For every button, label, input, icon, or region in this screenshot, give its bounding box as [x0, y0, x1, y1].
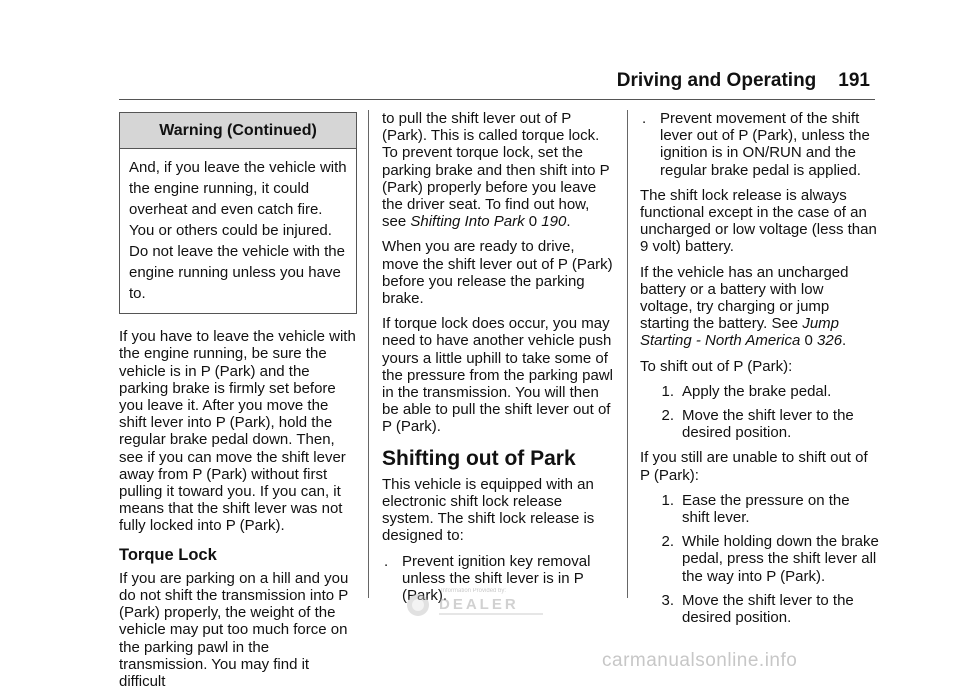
- step-item: [640, 407, 880, 441]
- paragraph-text: If the vehicle has an uncharged battery or a battery with low voltage, try charging or jump starting the battery. See: [640, 263, 849, 333]
- paragraph-text: to pull the shift lever out of P (Park). This is called torque lock. To prevent torque lock, set the parking brake and then shift into P (Park) properly before you leave the driver seat. To find out how, see: [382, 110, 610, 231]
- bullet-marker: .: [642, 110, 647, 127]
- paragraph: To shift out of P (Park):: [640, 357, 793, 375]
- step-text: While holding down the brake pedal, press the shift lever all the way into P (Park).: [682, 533, 879, 585]
- paragraph: [640, 264, 880, 350]
- step-item: [640, 492, 880, 526]
- warning-title: Warning (Continued): [120, 113, 356, 149]
- column-divider: [627, 110, 628, 598]
- step-number: 2.: [661, 533, 674, 551]
- step-text: Move the shift lever to the desired position.: [682, 407, 854, 442]
- steps-list: [640, 492, 880, 626]
- cross-reference-link[interactable]: Jump Starting - North America: [640, 315, 839, 350]
- page-ref-number[interactable]: 326: [817, 332, 843, 350]
- paragraph: The shift lock release is always functional except in the case of an uncharged or low voltage (less than 9 volt) battery.: [640, 186, 877, 256]
- page-ref-arrow-icon: 0: [804, 332, 813, 350]
- column-3: [640, 110, 880, 634]
- paragraph: If torque lock does occur, you may need to have another vehicle push yours a little uphill to take some of the pressure from the parking pawl in the transmission. You will then be able to pull the shift lever out of P (Park).: [382, 315, 613, 436]
- step-number: 3.: [661, 591, 674, 609]
- header-rule: [119, 99, 875, 100]
- watermark-brand: DEALER: [439, 596, 519, 613]
- paragraph-end: .: [566, 213, 571, 231]
- section-heading-torque-lock: Torque Lock: [119, 545, 217, 564]
- dealer-watermark-logo: [405, 585, 547, 621]
- paragraph: This vehicle is equipped with an electronic shift lock release system. The shift lock release is designed to:: [382, 475, 595, 545]
- paragraph: [382, 110, 614, 230]
- step-number: 1.: [661, 382, 674, 400]
- step-text: Move the shift lever to the desired position.: [682, 591, 854, 627]
- site-watermark: carmanualsonline.info: [602, 650, 798, 671]
- watermark-caption: Information Provided by:: [441, 588, 507, 594]
- steps-list: [640, 383, 880, 442]
- page-number: 191: [838, 70, 870, 91]
- column-divider: [368, 110, 369, 598]
- warning-box: [119, 112, 357, 314]
- paragraph: If you have to leave the vehicle with the engine running, be sure the vehicle is in P (Park) and the parking brake is firmly set before you leave it. After you move the shift lever into P (Park), hold the regular brake pedal down. Then, see if you can move the shift lever away from P (Park) without first pulling it toward you. If you can, it means that the shift lever was not fully locked into P (Park).: [119, 328, 356, 535]
- paragraph: If you still are unable to shift out of P (Park):: [640, 449, 868, 484]
- column-1: [119, 110, 357, 698]
- step-text: Apply the brake pedal.: [682, 382, 832, 400]
- paragraph: If you are parking on a hill and you do not shift the transmission into P (Park) properly, the weight of the vehicle may put too much force on the parking pawl in the transmission. You may find it difficult: [119, 569, 349, 691]
- paragraph: When you are ready to drive, move the shift lever out of P (Park) before you release the parking brake.: [382, 238, 613, 308]
- cross-reference-link[interactable]: Shifting Into Park: [410, 213, 525, 231]
- section-title: Driving and Operating: [616, 70, 817, 91]
- step-number: 2.: [661, 407, 674, 425]
- step-item: [640, 592, 880, 626]
- page-ref-number[interactable]: 190: [541, 213, 567, 231]
- bullet-item: [640, 110, 880, 179]
- paragraph-end: .: [842, 332, 847, 350]
- column-2: [382, 110, 614, 612]
- step-text: Ease the pressure on the shift lever.: [682, 491, 850, 527]
- step-number: 1.: [661, 491, 674, 509]
- page-ref-arrow-icon: 0: [528, 213, 538, 231]
- step-item: [640, 383, 880, 400]
- warning-body: And, if you leave the vehicle with the engine running, it could overheat and even catch fire. You or others could be injured. Do not leave the vehicle with the engine running unless you have to.: [129, 159, 347, 303]
- step-item: [640, 533, 880, 585]
- bullet-text: Prevent movement of the shift lever out of P (Park), unless the ignition is in ON/RUN and the regular brake pedal is applied.: [660, 110, 870, 179]
- section-heading-shifting-out-of-park: Shifting out of Park: [382, 446, 576, 470]
- bullet-text: Prevent ignition key removal unless the shift lever is in P (Park).: [402, 552, 591, 605]
- page-header: [600, 70, 870, 92]
- bullet-marker: .: [384, 552, 389, 570]
